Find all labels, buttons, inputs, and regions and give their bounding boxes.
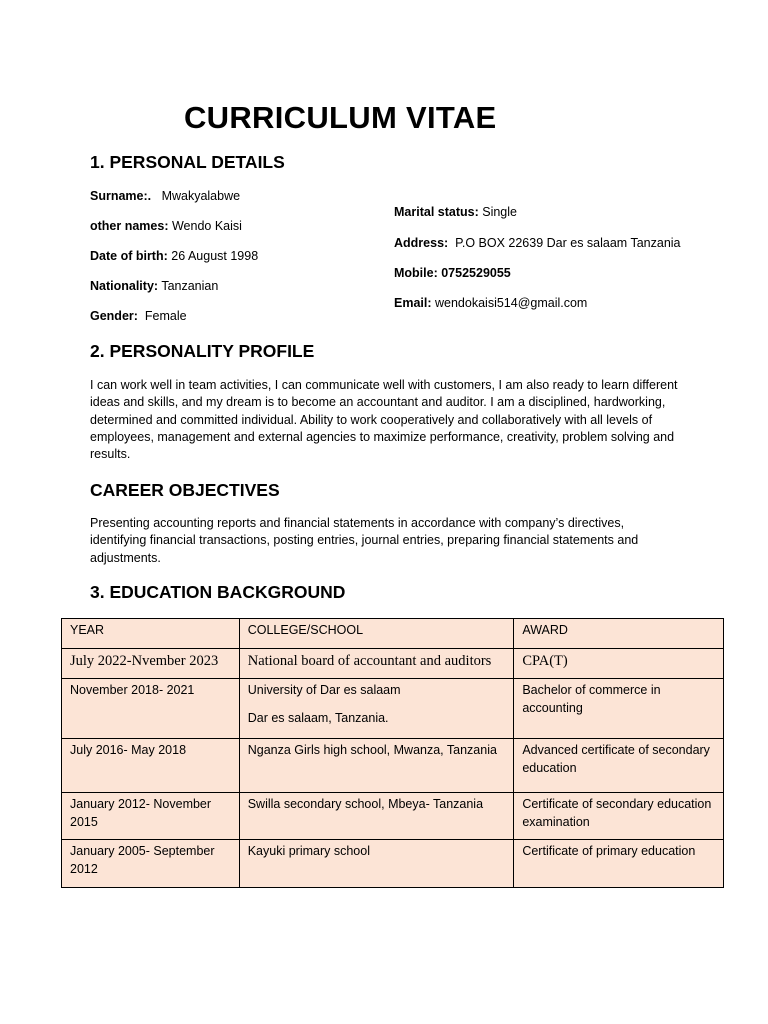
row-school-location: Dar es salaam, Tanzania.	[247, 710, 389, 725]
row-year: July 2016- May 2018	[62, 739, 240, 793]
table-row	[62, 840, 724, 888]
field-label: Email:	[394, 296, 432, 310]
field-label: Date of birth:	[90, 249, 168, 263]
row-award: CPA(T)	[514, 649, 724, 679]
field-other-names	[90, 219, 242, 233]
field-gender	[90, 309, 187, 323]
career-objectives-text: Presenting accounting reports and financial statements in accordance with company’s directives, identifying financial transactions, posting entries, journal entries, preparing financial statements and adjustments.	[90, 516, 639, 565]
field-surname	[90, 189, 240, 203]
field-address	[394, 236, 681, 250]
field-label: Marital status:	[394, 205, 479, 219]
career-objectives-heading: CAREER OBJECTIVES	[90, 480, 280, 500]
row-year: January 2005- September 2012	[62, 840, 240, 888]
table-header-row	[62, 619, 724, 649]
personal-details-heading: 1. PERSONAL DETAILS	[90, 152, 285, 172]
field-marital-status	[394, 205, 517, 219]
field-label: Gender:	[90, 309, 138, 323]
header-award: AWARD	[514, 619, 724, 649]
field-value: Wendo Kaisi	[171, 219, 242, 233]
row-award: Advanced certificate of secondary education	[514, 739, 724, 793]
table-row	[62, 739, 724, 793]
header-college-school: COLLEGE/SCHOOL	[239, 619, 514, 649]
personality-profile-text: I can work well in team activities, I can communicate well with customers, I am also ready to learn different ideas and skills, and my dream is to become an accountant and auditor. I am a disciplined, hardworking, determined and committed individual. Ability to work cooperatively and collaboratively with all levels of employees, management and external agencies to maximize performance, creativity, problem solving and results.	[90, 378, 678, 462]
field-date-of-birth	[90, 249, 258, 263]
field-value: Female	[144, 309, 187, 323]
header-year: YEAR	[62, 619, 240, 649]
field-value: Tanzanian	[161, 279, 219, 293]
field-label: other names:	[90, 219, 169, 233]
table-row	[62, 793, 724, 840]
field-value: P.O BOX 22639 Dar es salaam Tanzania	[455, 236, 681, 250]
field-label: Mobile:	[394, 266, 438, 280]
row-award: Certificate of secondary education examination	[514, 793, 724, 840]
row-school: National board of accountant and auditors	[239, 649, 514, 679]
table-row	[62, 679, 724, 739]
table-row	[62, 649, 724, 679]
field-label: Surname:.	[90, 189, 152, 203]
field-value: wendokaisi514@gmail.com	[435, 296, 588, 310]
row-school: University of Dar es salaam	[247, 683, 401, 697]
field-value: 0752529055	[441, 266, 511, 280]
field-mobile	[394, 266, 511, 280]
row-year: July 2022-Nvember 2023	[62, 649, 240, 679]
personality-profile-heading: 2. PERSONALITY PROFILE	[90, 341, 315, 361]
field-email	[394, 296, 587, 310]
row-school: Nganza Girls high school, Mwanza, Tanzania	[239, 739, 514, 793]
field-value: Mwakyalabwe	[161, 189, 241, 203]
row-school: Swilla secondary school, Mbeya- Tanzania	[239, 793, 514, 840]
row-year: January 2012- November 2015	[62, 793, 240, 840]
row-award: Certificate of primary education	[514, 840, 724, 888]
row-award: Bachelor of commerce in accounting	[514, 679, 724, 739]
row-year: November 2018- 2021	[62, 679, 240, 739]
row-school-cell	[239, 679, 514, 739]
field-label: Nationality:	[90, 279, 159, 293]
field-label: Address:	[394, 236, 449, 250]
field-nationality	[90, 279, 218, 293]
education-background-heading: 3. EDUCATION BACKGROUND	[90, 582, 346, 602]
education-table	[61, 618, 724, 888]
field-value: 26 August 1998	[171, 249, 259, 263]
row-school: Kayuki primary school	[239, 840, 514, 888]
document-title: CURRICULUM VITAE	[184, 100, 497, 135]
field-value: Single	[482, 205, 517, 219]
